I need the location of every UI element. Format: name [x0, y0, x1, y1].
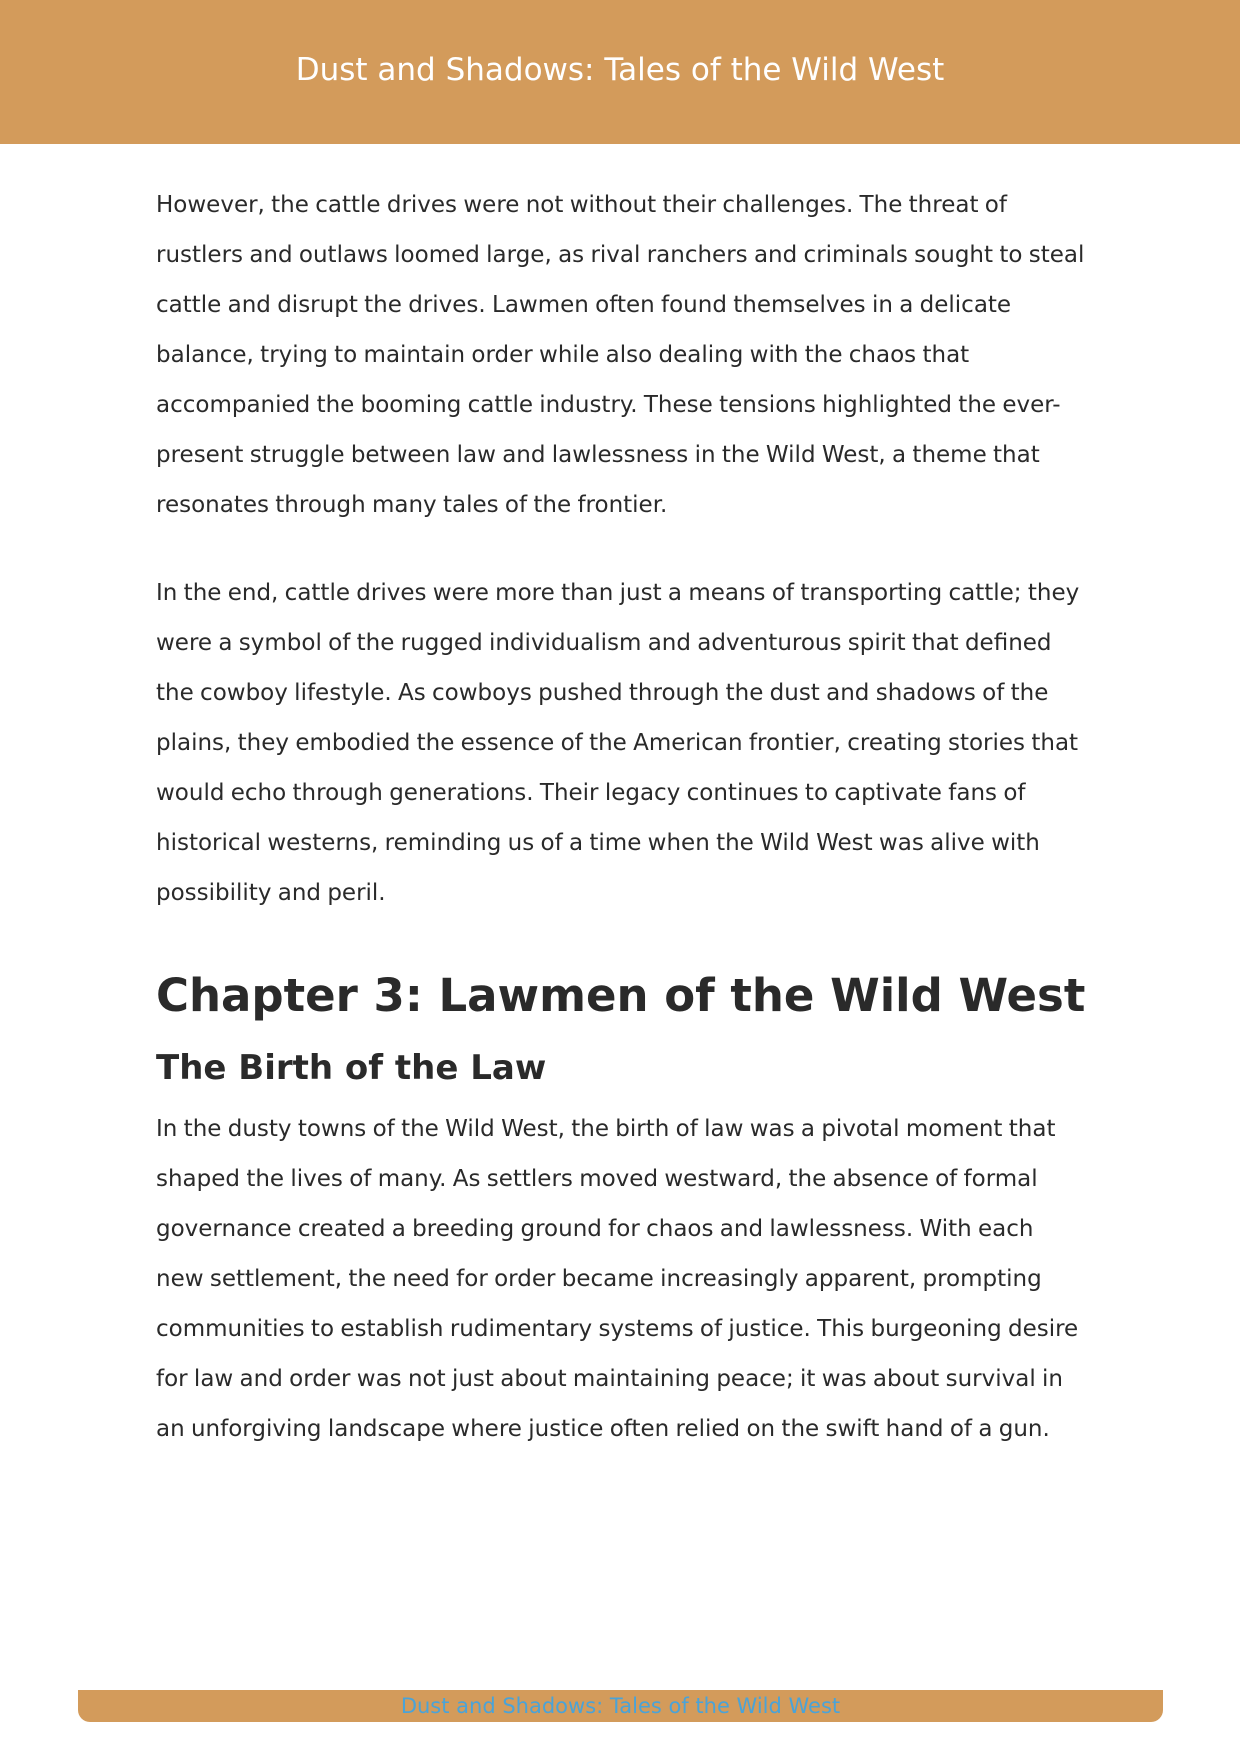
- chapter-title: Chapter 3: Lawmen of the Wild West: [156, 969, 1086, 1022]
- page-footer: [78, 1690, 1163, 1722]
- section-title: The Birth of the Law: [156, 1048, 547, 1088]
- footer-text: Dust and Shadows: Tales of the Wild West: [400, 1694, 841, 1718]
- body-paragraph: In the end, cattle drives were more than just a means of transporting cattle; they were a symbol of the rugged individualism and adventurous spirit that defined the cowboy lifestyle. As cowboys pushed through the dust and shadows of the plains, they embodied the essence of the American frontier, creating stories that would echo through generations. Their legacy continues to captivate fans of historical westerns, reminding us of a time when the Wild West was alive with possibility and peril.: [156, 580, 1080, 906]
- header-title: Dust and Shadows: Tales of the Wild West: [295, 52, 945, 88]
- page-header: [0, 0, 1240, 144]
- body-paragraph: In the dusty towns of the Wild West, the birth of law was a pivotal moment that shaped the lives of many. As settlers moved westward, the absence of formal governance created a breeding ground for chaos and lawlessness. With each new settlement, the need for order became increasingly apparent, prompting communities to establish rudimentary systems of justice. This burgeoning desire for law and order was not just about maintaining peace; it was about survival in an unforgiving landscape where justice often relied on the swift hand of a gun.: [156, 1116, 1079, 1442]
- body-paragraph: However, the cattle drives were not without their challenges. The threat of rustlers and outlaws loomed large, as rival ranchers and criminals sought to steal cattle and disrupt the drives. Lawmen often found themselves in a delicate balance, trying to maintain order while also dealing with the chaos that accompanied the booming cattle industry. These tensions highlighted the ever-present struggle between law and lawlessness in the Wild West, a theme that resonates through many tales of the frontier.: [156, 192, 1085, 518]
- page-content: [156, 180, 1086, 1454]
